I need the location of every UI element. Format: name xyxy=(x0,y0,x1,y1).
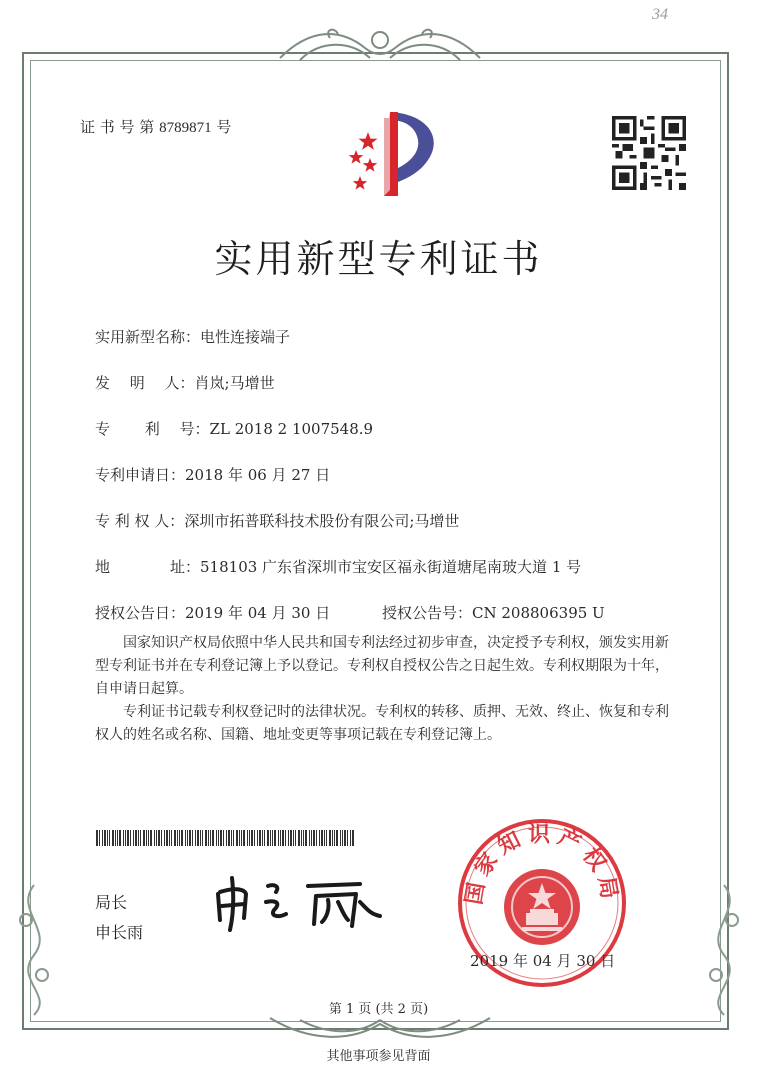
director-title: 局长 xyxy=(95,893,128,912)
field-value: 2018 年 06 月 27 日 xyxy=(185,466,331,484)
director-signature-icon xyxy=(210,872,390,932)
field-value: ZL 2018 2 1007548.9 xyxy=(209,420,374,438)
field-inventor xyxy=(95,372,275,393)
field-value: 电性连接端子 xyxy=(200,328,291,346)
field-utility-model-name xyxy=(95,326,290,347)
field-value: 肖岚;马增世 xyxy=(194,374,275,392)
field-label: 专 利 权 人： xyxy=(95,512,185,530)
seal-text: 国家知识产权局 xyxy=(460,821,624,907)
field-label: 授权公告日： xyxy=(95,604,186,622)
field-label: 专利申请日： xyxy=(95,466,186,484)
field-patentee xyxy=(95,510,459,531)
field-value: 深圳市拓普联科技术股份有限公司;马增世 xyxy=(184,512,460,530)
qr-code-icon xyxy=(612,116,686,190)
certificate-number-value: 8789871 xyxy=(159,120,212,136)
field-grant-date xyxy=(95,602,330,623)
field-grant-publication-number xyxy=(382,602,605,623)
field-label: 专 利 号： xyxy=(95,420,210,438)
certificate-number-label: 证 书 号 第 xyxy=(80,118,155,136)
field-label: 发 明 人： xyxy=(95,374,195,392)
seal-date: 2019 年 04 月 30 日 xyxy=(470,952,616,970)
back-side-note: 其他事项参见背面 xyxy=(326,1049,431,1064)
statement-paragraph-1: 国家知识产权局依照中华人民共和国专利法经过初步审查，决定授予专利权，颁发实用新型专利证书并在专利登记簿上予以登记。专利权自授权公告之日起生效。专利权期限为十年，自申请日起算。 xyxy=(95,635,669,697)
field-patent-number xyxy=(95,418,373,439)
barcode-icon xyxy=(96,830,358,846)
page-number: 第 1 页 (共 2 页) xyxy=(328,1002,429,1017)
field-value: 518103 广东省深圳市宝安区福永街道塘尾南玻大道 1 号 xyxy=(200,558,582,576)
cnipa-logo-icon xyxy=(328,108,448,198)
field-label: 授权公告号： xyxy=(382,604,473,622)
director-name: 申长雨 xyxy=(95,923,144,942)
field-address xyxy=(95,556,581,577)
certificate-title: 实用新型专利证书 xyxy=(214,237,543,281)
certificate-number-suffix: 号 xyxy=(216,118,232,136)
statement-paragraphs xyxy=(95,632,670,747)
field-value: CN 208806395 U xyxy=(472,604,605,622)
certificate-number xyxy=(80,116,231,137)
field-value: 2019 年 04 月 30 日 xyxy=(185,604,331,622)
statement-paragraph-2: 专利证书记载专利权登记时的法律状况。专利权的转移、质押、无效、终止、恢复和专利权人的姓名或名称、国籍、地址变更等事项记载在专利登记簿上。 xyxy=(95,704,669,743)
field-label: 地 址： xyxy=(95,558,201,576)
field-application-date xyxy=(95,464,330,485)
field-label: 实用新型名称： xyxy=(95,328,201,346)
handwritten-page-note: 34 xyxy=(652,6,668,23)
top-ornament xyxy=(270,18,490,70)
